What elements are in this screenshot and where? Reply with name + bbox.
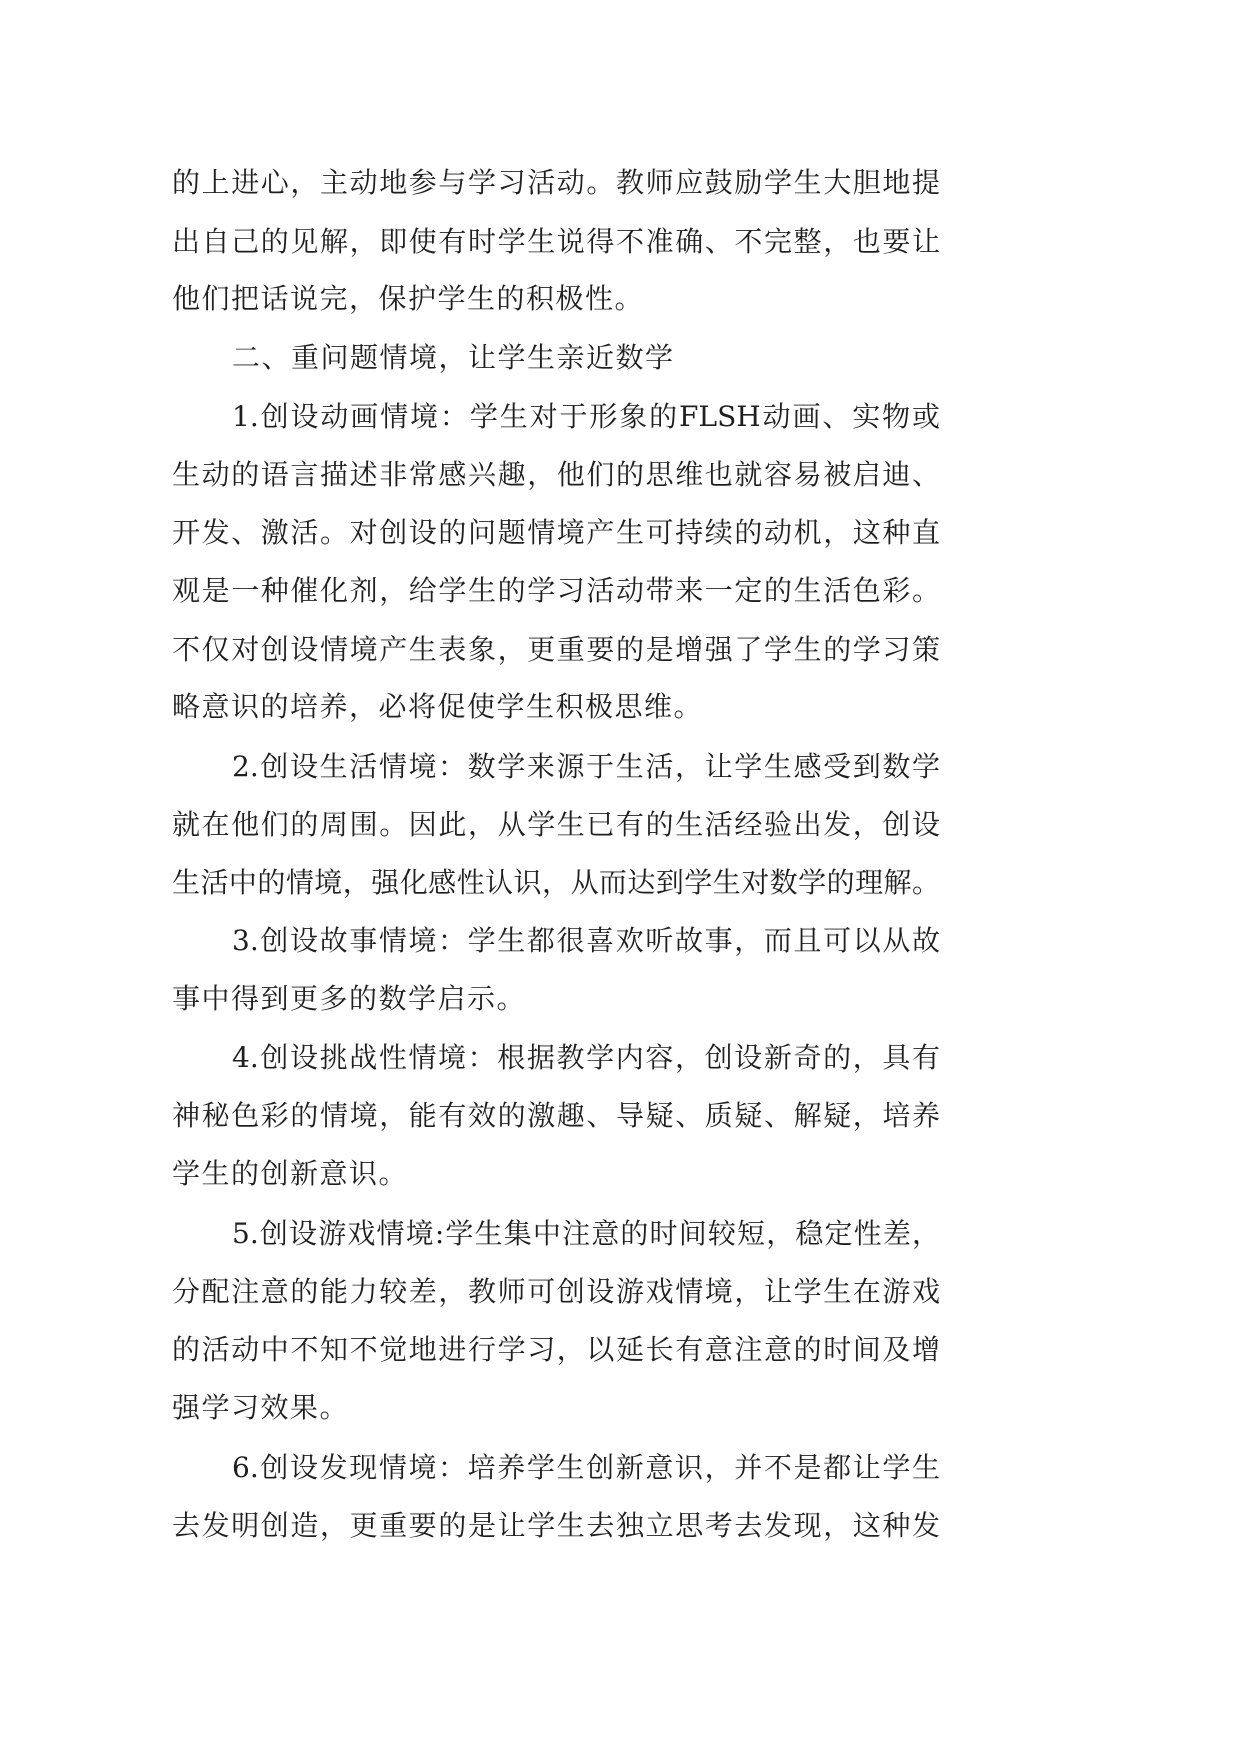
text-line: 6.创设发现情境：培养学生创新意识，并不是都让学生 — [232, 1451, 940, 1484]
text-line: 的上进心，主动地参与学习活动。教师应鼓励学生大胆地提 — [172, 166, 940, 199]
text-line: 就在他们的周围。因此，从学生已有的生活经验出发，创设 — [172, 808, 940, 841]
text-line: 观是一种催化剂，给学生的学习活动带来一定的生活色彩。 — [172, 574, 940, 607]
text-line: 生活中的情境，强化感性认识，从而达到学生对数学的理解。 — [172, 866, 940, 899]
text-line: 2.创设生活情境：数学来源于生活，让学生感受到数学 — [232, 750, 940, 783]
heading-line: 二、重问题情境，让学生亲近数学 — [232, 341, 675, 374]
text-line: 不仅对创设情境产生表象，更重要的是增强了学生的学习策 — [172, 633, 940, 666]
text-line: 的活动中不知不觉地进行学习，以延长有意注意的时间及增 — [172, 1333, 940, 1366]
text-line: 分配注意的能力较差，教师可创设游戏情境，让学生在游戏 — [172, 1275, 940, 1308]
text-line: 3.创设故事情境：学生都很喜欢听故事，而且可以从故 — [232, 924, 940, 957]
text-line: 开发、激活。对创设的问题情境产生可持续的动机，这种直 — [172, 516, 940, 549]
text-line: 事中得到更多的数学启示。 — [172, 982, 527, 1015]
text-line: 神秘色彩的情境，能有效的激趣、导疑、质疑、解疑，培养 — [172, 1099, 940, 1132]
text-line: 4.创设挑战性情境：根据教学内容，创设新奇的，具有 — [232, 1041, 940, 1074]
text-line: 略意识的培养，必将促使学生积极思维。 — [172, 690, 704, 723]
text-line: 生动的语言描述非常感兴趣，他们的思维也就容易被启迪、 — [172, 458, 940, 491]
text-line: 出自己的见解，即使有时学生说得不准确、不完整，也要让 — [172, 225, 940, 258]
text-line: 去发明创造，更重要的是让学生去独立思考去发现，这种发 — [172, 1509, 940, 1542]
text-line: 学生的创新意识。 — [172, 1157, 409, 1190]
text-line: 5.创设游戏情境:学生集中注意的时间较短，稳定性差， — [232, 1217, 940, 1250]
text-line: 他们把话说完，保护学生的积极性。 — [172, 282, 645, 315]
text-line: 强学习效果。 — [172, 1391, 350, 1424]
text-line: 1.创设动画情境：学生对于形象的FLSH动画、实物或 — [232, 400, 940, 433]
